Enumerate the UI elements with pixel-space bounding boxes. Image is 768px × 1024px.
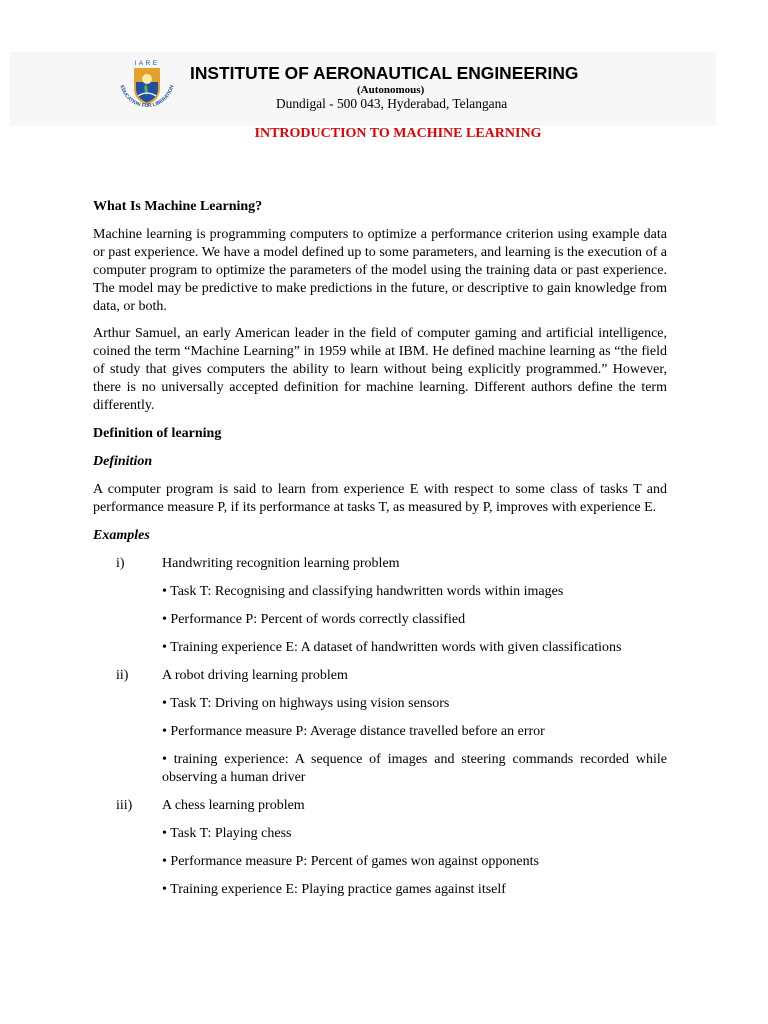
logo-text: IARE — [134, 60, 160, 67]
example-bullet: • Performance measure P: Percent of games won against opponents — [162, 854, 539, 869]
example-item — [93, 797, 667, 815]
autonomous-label: (Autonomous) — [357, 84, 425, 96]
paragraph-arthur-samuel: Arthur Samuel, an early American leader in the field of computer gaming and artificial intelligence, coined the term “Machine Learning” in 1959 while at IBM. He defined machine learning as “the field of study that gives computers the ability to learn without being explicitly programmed.” However, there is no universally accepted definition for machine learning. Different authors define the term differently. — [93, 326, 667, 413]
example-number: iii) — [116, 798, 133, 813]
paragraph-ml-definition: Machine learning is programming computers to optimize a performance criterion using example data or past experience. We have a model defined up to some parameters, and learning is the execution of a computer program to optimize the parameters of the model using the training data or past experience. The model may be predictive to make predictions in the future, or descriptive to gain knowledge from data, or both. — [93, 227, 667, 314]
example-bullet: • Performance P: Percent of words correctly classified — [162, 612, 466, 627]
example-bullet: • Task T: Driving on highways using vision sensors — [162, 696, 450, 711]
institute-address: Dundigal - 500 043, Hyderabad, Telangana — [276, 96, 508, 111]
example-title: Handwriting recognition learning problem — [162, 556, 400, 571]
example-number: ii) — [116, 668, 129, 683]
example-number: i) — [116, 556, 125, 571]
definition-text: A computer program is said to learn from experience E with respect to some class of tasks T and performance measure P, if its performance at tasks T, as measured by P, improves with experience E. — [93, 482, 667, 515]
section-heading-what-is-ml: What Is Machine Learning? — [93, 199, 263, 214]
example-bullet: • Training experience E: A dataset of handwritten words with given classifications — [162, 640, 622, 655]
document-body — [93, 198, 667, 899]
iare-logo — [112, 58, 182, 122]
section-heading-definition-of-learning: Definition of learning — [93, 426, 222, 441]
example-bullet: • Performance measure P: Average distance travelled before an error — [162, 724, 545, 739]
logo-motto: EDUCATION FOR LIBERATION — [118, 84, 176, 110]
examples-heading: Examples — [93, 528, 150, 543]
example-bullet: • Training experience E: Playing practice games against itself — [162, 882, 506, 897]
document-title: INTRODUCTION TO MACHINE LEARNING — [254, 126, 542, 141]
example-item — [93, 667, 667, 685]
definition-heading: Definition — [93, 454, 153, 469]
example-bullet: • training experience: A sequence of images and steering commands recorded while observing a human driver — [162, 752, 667, 785]
institute-name: INSTITUTE OF AERONAUTICAL ENGINEERING — [190, 63, 579, 83]
example-item — [93, 555, 667, 573]
example-title: A robot driving learning problem — [162, 668, 348, 683]
example-title: A chess learning problem — [162, 798, 305, 813]
example-bullet: • Task T: Playing chess — [162, 826, 292, 841]
example-bullet: • Task T: Recognising and classifying handwritten words within images — [162, 584, 564, 599]
